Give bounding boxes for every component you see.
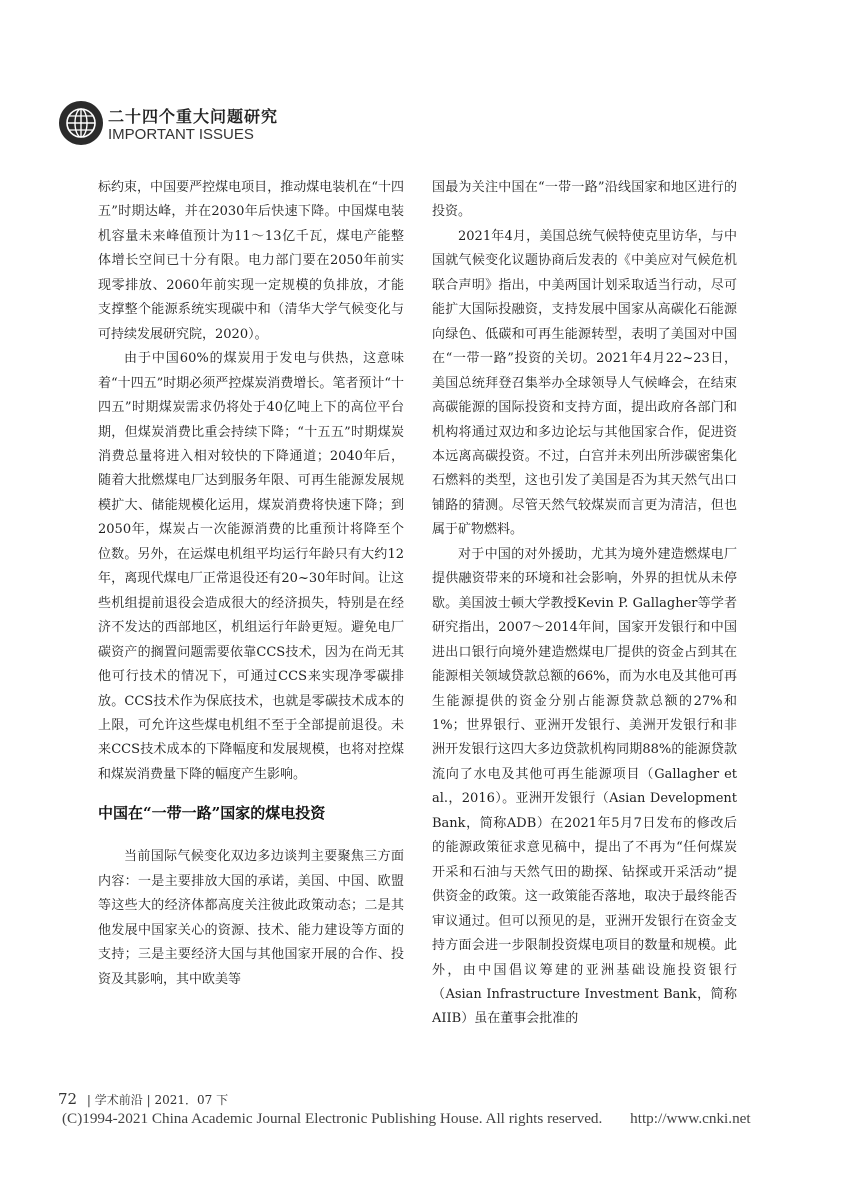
right-column [432, 176, 737, 1032]
paragraph: 对于中国的对外援助，尤其为境外建造燃煤电厂提供融资带来的环境和社会影响，外界的担忧从未停歇。美国波士顿大学教授Kevin P. Gallagher等学者研究指出，2007～2014年间，国家开发银行和中国进出口银行向境外建造燃煤电厂提供的资金占到其在能源相关领域贷款总额的66%，而为水电及其他可再生能源提供的资金分别占能源贷款总额的27%和1%；世界银行、亚洲开发银行、美洲开发银行和非洲开发银行这四大多边贷款机构同期88%的能源贷款流向了水电及其他可再生能源项目（Gallagher et al.，2016）。亚洲开发银行（Asian Development Bank，简称ADB）在2021年5月7日发布的修改后的能源政策征求意见稿中，提出了不再为“任何煤炭开采和石油与天然气田的勘探、钻探或开采活动”提供资金的政策。这一政策能否落地，取决于最终能否审议通过。但可以预见的是，亚洲开发银行在资金支持方面会进一步限制投资煤电项目的数量和规模。此外，由中国倡议筹建的亚洲基础设施投资银行（Asian Infrastructure Investment Bank，简称AIIB）虽在董事会批准的 [432, 546, 737, 1027]
copyright-line [62, 1110, 751, 1128]
globe-icon [58, 100, 104, 146]
copyright-text: (C)1994-2021 China Academic Journal Electronic Publishing House. All rights reserved. [62, 1110, 603, 1127]
cnki-link[interactable]: http://www.cnki.net [630, 1110, 751, 1127]
page-footer [58, 1090, 228, 1108]
header-title-en: IMPORTANT ISSUES [108, 126, 254, 143]
paragraph: 由于中国60%的煤炭用于发电与供热，这意味着“十四五”时期必须严控煤炭消费增长。笔者预计“十四五”时期煤炭需求仍将处于40亿吨上下的高位平台期，但煤炭消费比重会持续下降；“十五五”时期煤炭消费总量将进入相对较快的下降通道；2040年后，随着大批燃煤电厂达到服务年限、可再生能源发展规模扩大、储能规模化运用，煤炭消费将快速下降；到2050年，煤炭占一次能源消费的比重预计将降至个位数。另外，在运煤电机组平均运行年龄只有大约12年，离现代煤电厂正常退役还有20~30年时间。让这些机组提前退役会造成很大的经济损失，特别是在经济不发达的西部地区，机组运行年龄更短。避免电厂碳资产的搁置问题需要依靠CCS技术，因为在尚无其他可行技术的情况下，可通过CCS来实现净零碳排放。CCS技术作为保底技术，也就是零碳技术成本的上限，可允许这些煤电机组不至于全部提前退役。未来CCS技术成本的下降幅度和发展规模，也将对控煤和煤炭消费量下降的幅度产生影响。 [98, 351, 404, 782]
paragraph: 标约束，中国要严控煤电项目，推动煤电装机在“十四五”时期达峰，并在2030年后快速下降。中国煤电装机容量未来峰值预计为11～13亿千瓦，煤电产能整体增长空间已十分有限。电力部门要在2050年前实现零排放、2060年前实现一定规模的负排放，才能支撑整个能源系统实现碳中和（清华大学气候变化与可持续发展研究院，2020）。 [98, 180, 404, 342]
paragraph: 当前国际气候变化双边多边谈判主要聚焦三方面内容：一是主要排放大国的承诺，美国、中国、欧盟等这些大的经济体都高度关注彼此政策动态；二是其他发展中国家关心的资源、技术、能力建设等方面的支持；三是主要经济大国与其他国家开展的合作、投资及其影响，其中欧美等 [98, 849, 404, 987]
paragraph: 2021年4月，美国总统气候特使克里访华，与中国就气候变化议题协商后发表的《中美应对气候危机联合声明》指出，中美两国计划采取适当行动，尽可能扩大国际投融资，支持发展中国家从高碳化石能源向绿色、低碳和可再生能源转型，表明了美国对中国在“一带一路”投资的关切。2021年4月22~23日，美国总统拜登召集举办全球领导人气候峰会，在结束高碳能源的国际投资和支持方面，提出政府各部门和机构将通过双边和多边论坛与其他国家合作，促进资本远离高碳投资。不过，白宫并未列出所涉碳密集化石燃料的类型，这也引发了美国是否为其天然气出口铺路的猜测。尽管天然气较煤炭而言更为清洁，但也属于矿物燃料。 [432, 228, 737, 538]
journal-name: | 学术前沿 | [86, 1093, 151, 1107]
paragraph: 国最为关注中国在“一带一路”沿线国家和地区进行的投资。 [432, 180, 737, 220]
left-column [98, 176, 404, 992]
section-title: 中国在“一带一路”国家的煤电投资 [98, 804, 326, 823]
issue-date: 2021．07 下 [154, 1093, 229, 1107]
page-number: 72 [58, 1090, 78, 1108]
header-title-cn: 二十四个重大问题研究 [108, 107, 279, 126]
